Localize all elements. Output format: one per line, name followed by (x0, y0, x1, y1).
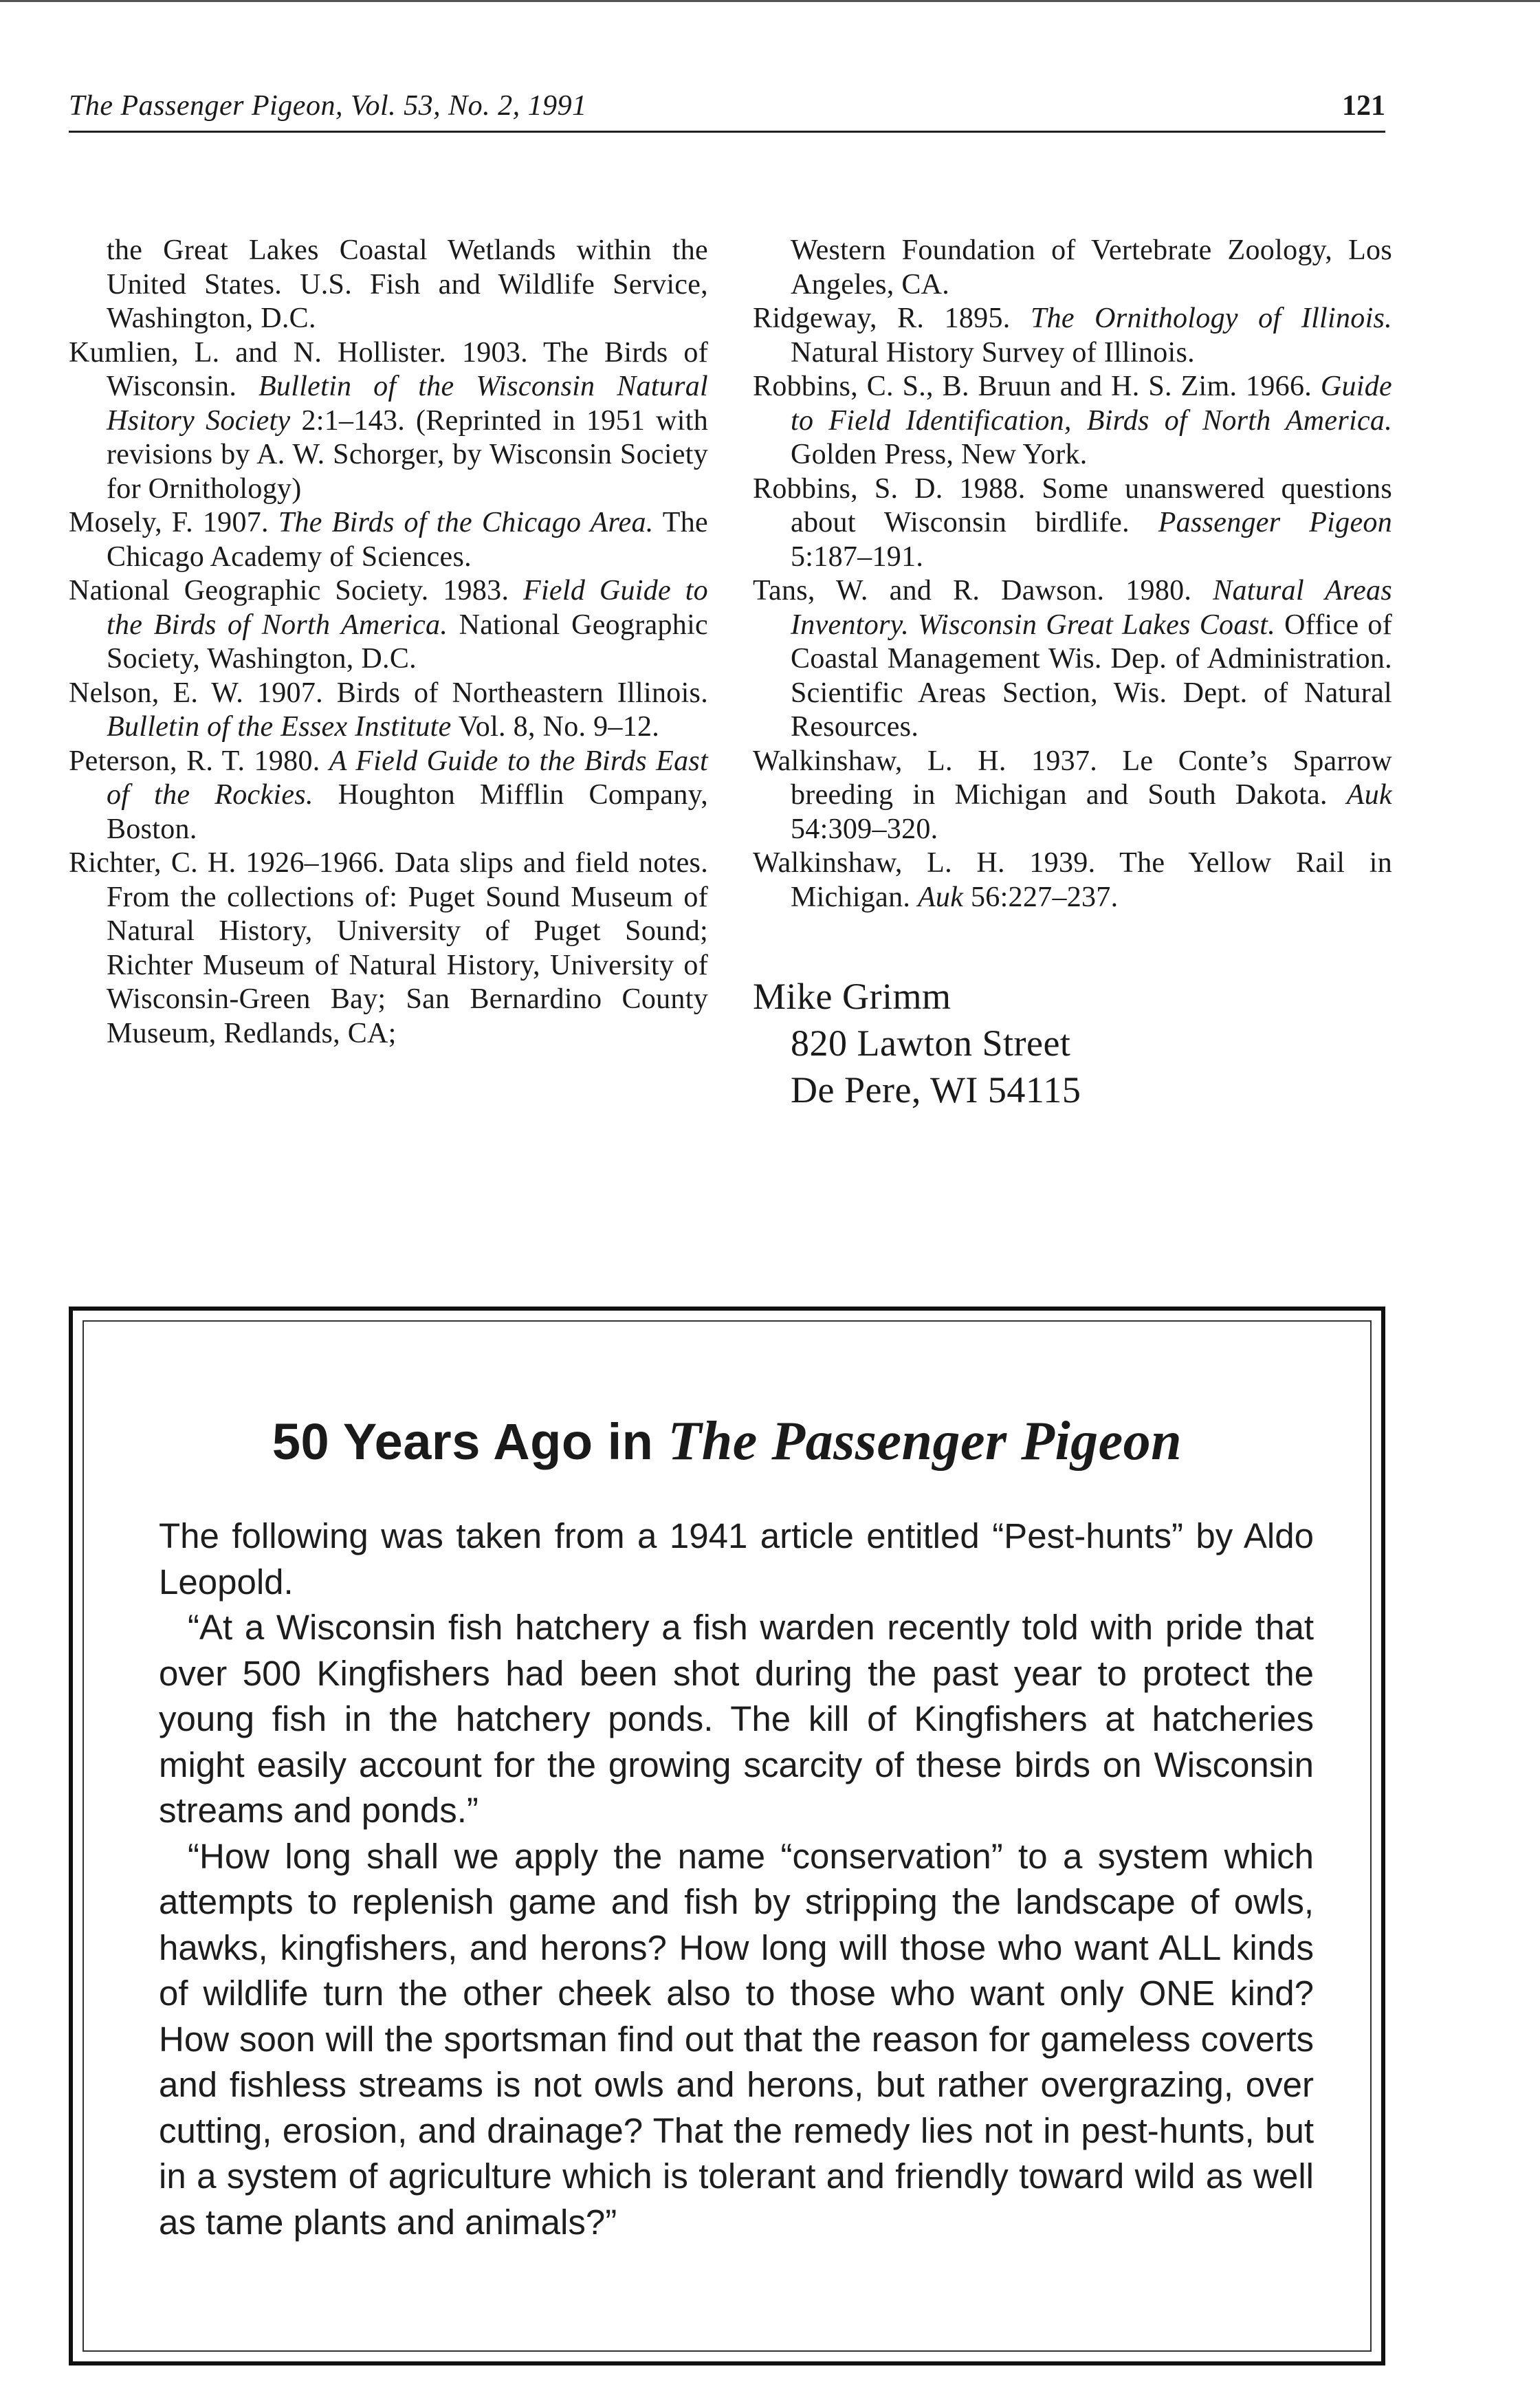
box-paragraph-intro: The following was taken from a 1941 article entitled “Pest-hunts” by Aldo Leopold. (159, 1516, 1314, 1602)
reference-entry (753, 745, 1392, 847)
reference-text: Robbins, C. S., B. Bruun and H. S. Zim. 1966. (753, 371, 1321, 402)
reference-text: Vol. 8, No. 9–12. (451, 711, 660, 743)
reference-title: Natural Areas Inventory. Wisconsin Great Lakes Coast. (791, 575, 1393, 641)
author-name: Mike Grimm (753, 976, 952, 1017)
reference-text: Houghton Mifflin Company, Boston. (107, 779, 708, 845)
reference-text: Western Foundation of Vertebrate Zoology, Los Angeles, CA. (791, 234, 1392, 301)
reference-text: Walkinshaw, L. H. 1937. Le Conte’s Sparrow breeding in Michigan and South Dakota. (753, 745, 1392, 811)
reference-text: Office of Coastal Management Wis. Dep. of Administration. Scientific Areas Section, Wis. Dept. of Natural Resources. (791, 609, 1393, 743)
left-reference-column (69, 234, 708, 1051)
fifty-years-ago-box (69, 1307, 1385, 2365)
reference-title: Auk (1346, 779, 1392, 811)
reference-text: National Geographic Society. 1983. (69, 575, 523, 607)
reference-text: Walkinshaw, L. H. 1939. The Yellow Rail in Michigan. (753, 847, 1392, 913)
reference-text: The Chicago Academy of Sciences. (107, 507, 708, 573)
author-signature (753, 973, 1081, 1113)
reference-text: Natural History Survey of Illinois. (791, 336, 1195, 369)
reference-text: 56:227–237. (963, 881, 1119, 913)
reference-entry (753, 846, 1392, 915)
reference-text: the Great Lakes Coastal Wetlands within the United States. U.S. Fish and Wildlife Service, Washington, D.C. (107, 234, 708, 334)
running-title: The Passenger Pigeon, Vol. 53, No. 2, 1991 (69, 90, 587, 122)
reference-text: 54:309–320. (791, 813, 938, 845)
reference-text: Golden Press, New York. (791, 439, 1088, 470)
reference-entry (69, 336, 708, 507)
reference-entry (69, 677, 708, 745)
reference-title: Field Guide to the Birds of North America. (107, 575, 708, 641)
reference-entry (753, 370, 1392, 472)
reference-entry (753, 472, 1392, 575)
reference-text: 5:187–191. (791, 540, 924, 573)
reference-text: Nelson, E. W. 1907. Birds of Northeastern Illinois. (69, 677, 708, 709)
right-reference-column (753, 234, 1392, 915)
reference-title: The Ornithology of Illinois. (1030, 303, 1392, 334)
box-title-journal: The Passenger Pigeon (668, 1411, 1182, 1472)
reference-text: National Geographic Society, Washington, D.C. (107, 609, 708, 675)
reference-text: Mosely, F. 1907. (69, 507, 278, 538)
reference-entry (69, 506, 708, 574)
box-title (73, 1410, 1381, 1473)
reference-text: Kumlien, L. and N. Hollister. 1903. The Birds of Wisconsin. (69, 336, 708, 402)
reference-title: Passenger Pigeon (1158, 507, 1392, 538)
reference-text: 2:1–143. (Reprinted in 1951 with revisions by A. W. Schorger, by Wisconsin Society for Ornithology) (107, 404, 708, 505)
reference-entry (69, 574, 708, 677)
reference-entry (69, 234, 708, 336)
reference-title: Auk (917, 881, 964, 913)
reference-entry (69, 745, 708, 847)
reference-title: Guide to Field Identification, Birds of North America. (791, 371, 1392, 437)
reference-text: Tans, W. and R. Dawson. 1980. (753, 575, 1213, 607)
reference-title: The Birds of the Chicago Area. (278, 507, 654, 538)
reference-entry (753, 234, 1392, 302)
reference-entry (753, 574, 1392, 745)
box-paragraph-quote-1: “At a Wisconsin fish hatchery a fish warden recently told with pride that over 500 Kingfishers had been shot during the past year to protect the young fish in the hatchery ponds. The kill of Kingfishers at hatcheries might easily account for the growing scarcity of these birds on Wisconsin streams and ponds.” (159, 1608, 1314, 1830)
reference-title: Bulletin of the Essex Institute (107, 711, 452, 743)
reference-text: Peterson, R. T. 1980. (69, 745, 329, 777)
reference-title: A Field Guide to the Birds East of the Rockies. (107, 745, 708, 811)
reference-text: Ridgeway, R. 1895. (753, 303, 1031, 334)
box-title-prefix: 50 Years Ago in (272, 1413, 668, 1470)
top-edge-rule (0, 0, 1540, 2)
box-body (159, 1514, 1314, 2245)
page-header (69, 89, 1385, 133)
reference-entry (69, 846, 708, 1051)
box-paragraph-quote-2: “How long shall we apply the name “conservation” to a system which attempts to replenish game and fish by stripping the landscape of owls, hawks, kingfishers, and herons? How long will those who want ALL kinds of wildlife turn the other cheek also to those who want only ONE kind? How soon will the sportsman find out that the reason for gameless coverts and fishless streams is not owls and herons, but rather overgrazing, over cutting, erosion, and drainage? That the remedy lies not in pest-hunts, but in a system of agriculture which is tolerant and friendly toward wild as well as tame plants and animals?” (159, 1836, 1314, 2242)
reference-text: Robbins, S. D. 1988. Some unanswered questions about Wisconsin birdlife. (753, 472, 1392, 538)
reference-title: Bulletin of the Wisconsin Natural Hsitory Society (107, 371, 708, 437)
page-number: 121 (1342, 90, 1385, 122)
reference-text: Richter, C. H. 1926–1966. Data slips and field notes. From the collections of: Puget Sound Museum of Natural History, University of Puget Sound; Richter Museum of Natural History, University of Wisconsin-Green Bay; San Bernardino County Museum, Redlands, CA; (69, 847, 708, 1049)
reference-entry (753, 302, 1392, 370)
author-city: De Pere, WI 54115 (791, 1069, 1081, 1111)
author-street: 820 Lawton Street (791, 1023, 1071, 1064)
